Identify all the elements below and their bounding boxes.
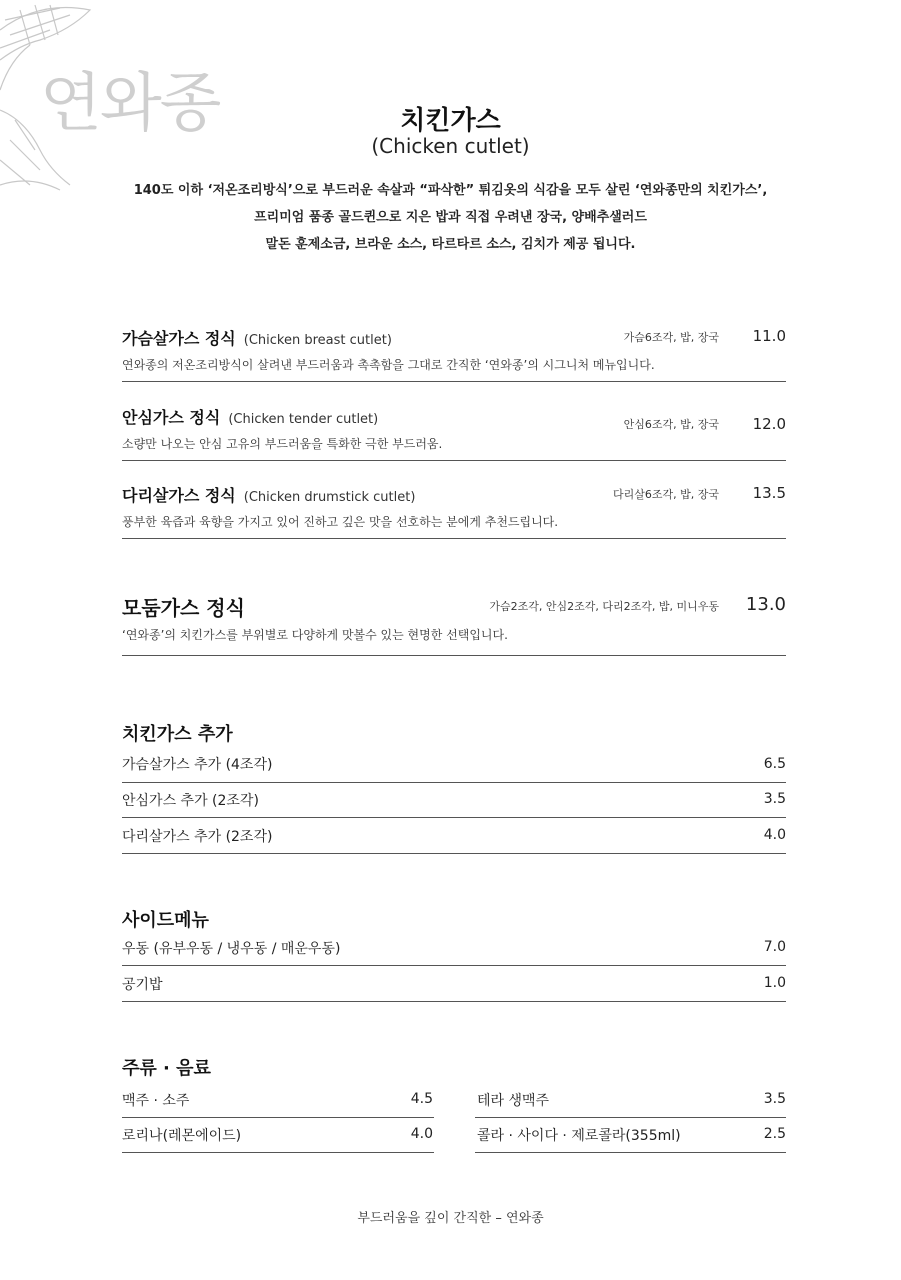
divider (122, 460, 786, 461)
item-name: 안심가스 정식 (122, 408, 221, 427)
drink-label: 로리나(레몬에이드) (122, 1128, 242, 1144)
addition-label: 안심가스 추가 (2조각) (122, 793, 259, 809)
addition-price: 3.5 (763, 791, 786, 807)
item-composition: 다리살6조각, 밥, 장국 (613, 488, 719, 501)
page-subtitle: (Chicken cutlet) (371, 134, 530, 158)
drink-label: 콜라 · 사이다 · 제로콜라(355ml) (477, 1128, 681, 1144)
side-label: 공기밥 (122, 977, 163, 993)
side-label: 우동 (유부우동 / 냉우동 / 매운우동) (122, 941, 341, 957)
divider (122, 1152, 434, 1153)
section-title: 사이드메뉴 (122, 910, 209, 931)
divider (122, 381, 786, 382)
item-composition: 안심6조각, 밥, 장국 (623, 418, 719, 431)
divider (122, 655, 786, 656)
item-english-name: (Chicken breast cutlet) (243, 333, 392, 348)
combo-name: 모둠가스 정식 (122, 596, 245, 620)
divider (475, 1117, 786, 1118)
item-price: 13.5 (752, 484, 786, 502)
side-price: 1.0 (763, 975, 786, 991)
item-name: 다리살가스 정식 (122, 486, 236, 505)
drink-label: 맥주 · 소주 (122, 1093, 190, 1109)
divider (475, 1152, 786, 1153)
combo-composition: 가슴2조각, 안심2조각, 다리2조각, 밥, 미니우동 (489, 600, 719, 613)
divider (122, 1117, 434, 1118)
divider (122, 538, 786, 539)
drink-price: 4.5 (410, 1091, 433, 1107)
drink-price: 4.0 (410, 1126, 433, 1142)
item-description: 풍부한 육즙과 육향을 가지고 있어 진하고 깊은 맛을 선호하는 분에게 추천드립니다. (122, 515, 559, 529)
drink-label: 테라 생맥주 (477, 1093, 550, 1109)
intro-line-2: 프리미엄 품종 골드퀸으로 지은 밥과 직접 우려낸 장국, 양배추샐러드 (254, 210, 647, 225)
item-english-name: (Chicken tender cutlet) (228, 412, 379, 427)
intro-line-3: 말돈 훈제소금, 브라운 소스, 타르타르 소스, 김치가 제공 됩니다. (265, 237, 636, 252)
item-composition: 가슴6조각, 밥, 장국 (623, 331, 719, 344)
divider (122, 853, 786, 854)
logo-wordmark: 연와종 (40, 67, 220, 141)
item-price: 11.0 (752, 327, 786, 345)
side-price: 7.0 (763, 939, 786, 955)
addition-label: 다리살가스 추가 (2조각) (122, 829, 273, 845)
item-name: 가슴살가스 정식 (122, 329, 236, 348)
combo-price: 13.0 (745, 594, 786, 615)
item-english-name: (Chicken drumstick cutlet) (243, 490, 416, 505)
page-title: 치킨가스 (400, 106, 501, 136)
intro-line-1: 140도 이하 ‘저온조리방식’으로 부드러운 속살과 “파삭한” 튀김옷의 식감을 모두 살린 ‘연와종만의 치킨가스’, (133, 183, 768, 198)
item-description: 연와종의 저온조리방식이 살려낸 부드러움과 촉촉함을 그대로 간직한 ‘연와종’의 시그니처 메뉴입니다. (122, 358, 655, 372)
divider (122, 817, 786, 818)
item-description: 소량만 나오는 안심 고유의 부드러움을 특화한 극한 부드러움. (122, 437, 443, 451)
divider (122, 965, 786, 966)
drink-price: 2.5 (763, 1126, 786, 1142)
divider (122, 1001, 786, 1002)
addition-price: 6.5 (763, 756, 786, 772)
combo-description: ‘연와종’의 치킨가스를 부위별로 다양하게 맛볼수 있는 현명한 선택입니다. (122, 628, 508, 642)
item-price: 12.0 (752, 415, 786, 433)
section-title: 주류 · 음료 (122, 1058, 211, 1079)
divider (122, 782, 786, 783)
addition-price: 4.0 (763, 827, 786, 843)
drink-price: 3.5 (763, 1091, 786, 1107)
addition-label: 가슴살가스 추가 (4조각) (122, 757, 273, 773)
footer-tagline: 부드러움을 깊이 간직한 – 연와종 (357, 1211, 544, 1226)
section-title: 치킨가스 추가 (122, 724, 233, 745)
